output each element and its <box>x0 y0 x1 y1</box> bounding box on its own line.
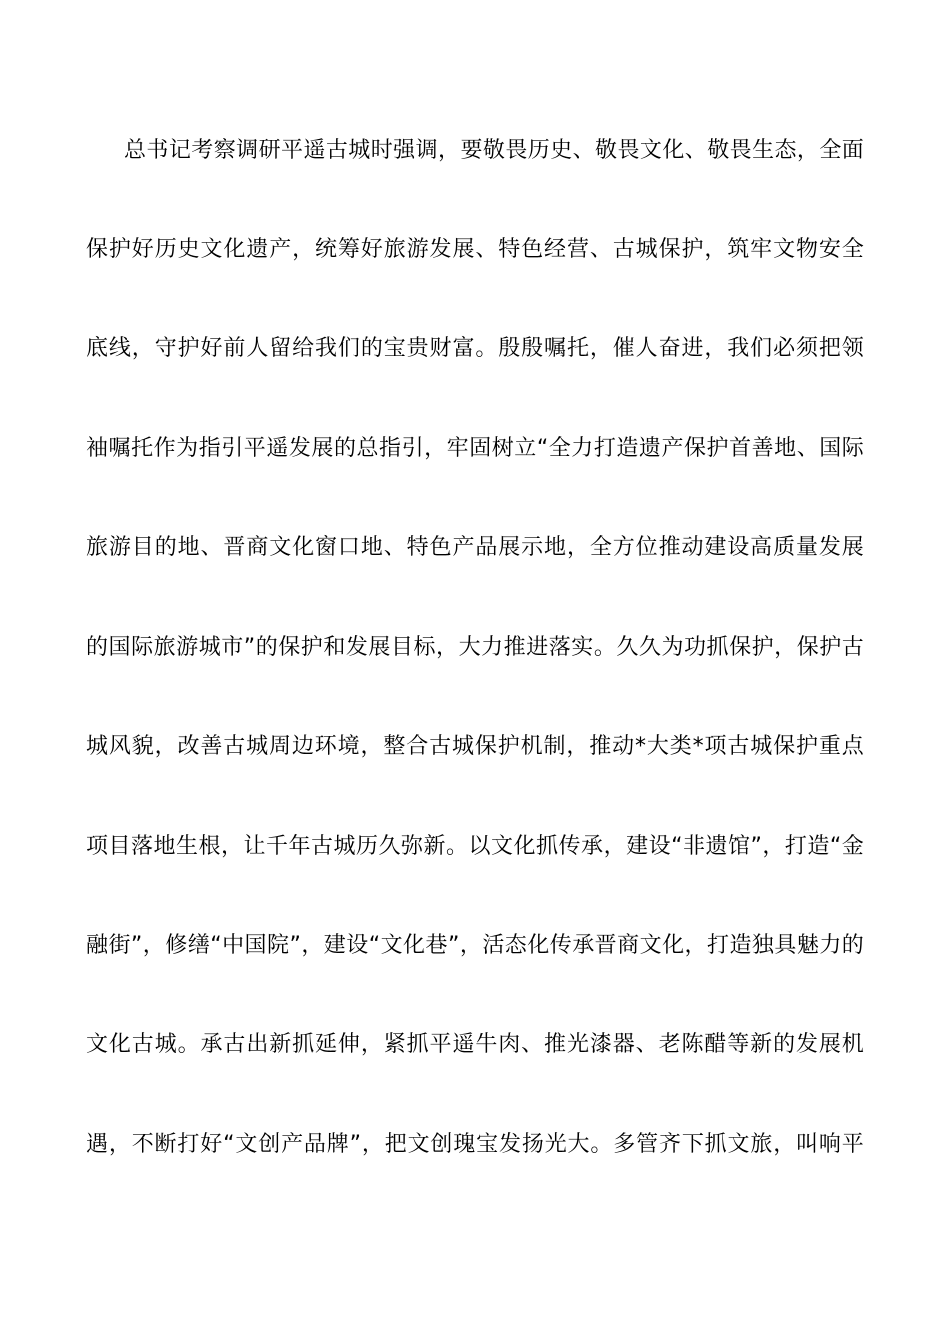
paragraph-line-6: 的国际旅游城市”的保护和发展目标，大力推进落实。久久为功抓保护，保护古 <box>86 635 864 660</box>
paragraph-line-2: 保护好历史文化遗产，统筹好旅游发展、特色经营、古城保护，筑牢文物安全 <box>86 237 864 262</box>
paragraph-line-8: 项目落地生根，让千年古城历久弥新。以文化抓传承，建设“非遗馆”，打造“金 <box>86 834 864 859</box>
paragraph-line-7: 城风貌，改善古城周边环境，整合古城保护机制，推动*大类*项古城保护重点 <box>86 734 864 759</box>
paragraph-line-10: 文化古城。承古出新抓延伸，紧抓平遥牛肉、推光漆器、老陈醋等新的发展机 <box>86 1032 864 1057</box>
paragraph-line-1: 总书记考察调研平遥古城时强调，要敬畏历史、敬畏文化、敬畏生态，全面 <box>124 138 864 163</box>
paragraph-line-9: 融街”，修缮“中国院”，建设“文化巷”，活态化传承晋商文化，打造独具魅力的 <box>86 933 864 958</box>
paragraph-line-5: 旅游目的地、晋商文化窗口地、特色产品展示地，全方位推动建设高质量发展 <box>86 535 864 560</box>
paragraph-line-4: 袖嘱托作为指引平遥发展的总指引，牢固树立“全力打造遗产保护首善地、国际 <box>86 436 864 461</box>
paragraph-line-11: 遇，不断打好“文创产品牌”，把文创瑰宝发扬光大。多管齐下抓文旅，叫响平 <box>86 1132 864 1157</box>
paragraph-line-3: 底线，守护好前人留给我们的宝贵财富。殷殷嘱托，催人奋进，我们必须把领 <box>86 336 864 361</box>
